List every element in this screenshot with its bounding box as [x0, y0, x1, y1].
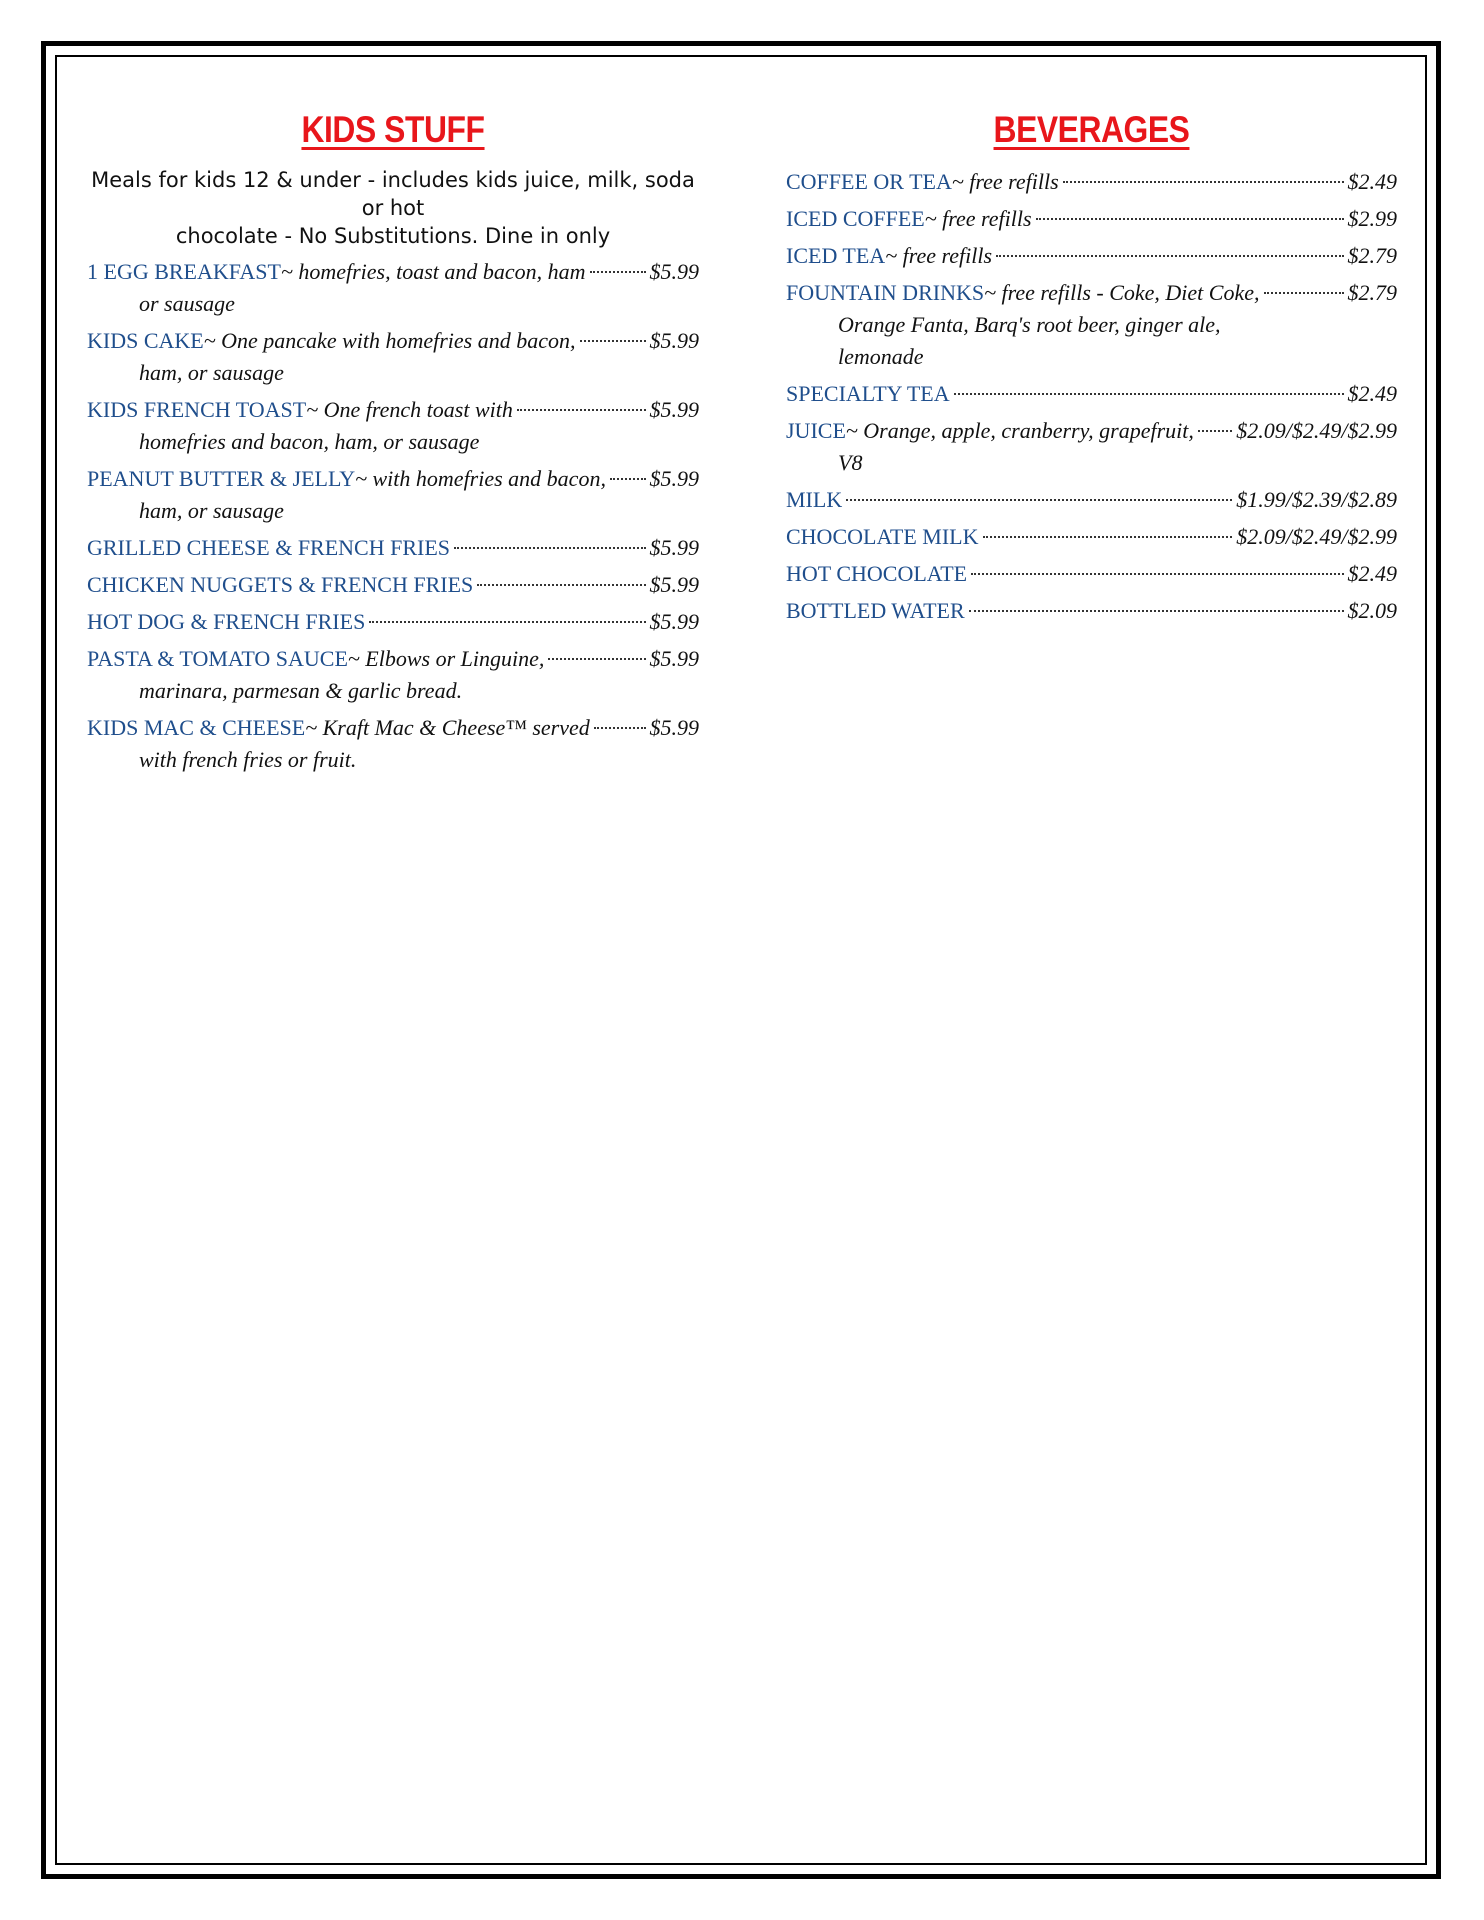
item-name: SPECIALTY TEA: [786, 381, 950, 406]
menu-item: [786, 415, 1397, 479]
item-name: HOT CHOCOLATE: [786, 561, 968, 586]
dot-leader: [1264, 292, 1344, 294]
menu-item: [786, 240, 1397, 272]
item-name: 1 EGG BREAKFAST: [87, 259, 281, 284]
item-price: $2.79: [1347, 280, 1397, 305]
item-price: $2.49: [1347, 381, 1397, 406]
item-price: $5.99: [649, 259, 699, 284]
item-name: ICED TEA: [786, 243, 886, 268]
item-name: CHICKEN NUGGETS & FRENCH FRIES: [87, 572, 474, 597]
kids-section: [87, 108, 699, 781]
kids-section-title: KIDS STUFF: [301, 109, 485, 150]
item-name: KIDS MAC & CHEESE: [87, 715, 306, 740]
item-price: $5.99: [649, 397, 699, 422]
item-name: PASTA & TOMATO SAUCE: [87, 646, 348, 671]
dot-leader: [594, 727, 646, 729]
item-description: ~ free refills: [924, 206, 1032, 231]
item-price: $5.99: [649, 715, 699, 740]
item-description: ~ One pancake with homefries and bacon,: [203, 328, 576, 353]
item-description: ~ Orange, apple, cranberry, grapefruit,: [845, 418, 1194, 443]
dot-leader: [517, 409, 646, 411]
menu-item: [786, 203, 1397, 235]
item-price: $5.99: [649, 609, 699, 634]
dot-leader: [1063, 181, 1344, 183]
item-description: ~ Elbows or Linguine,: [347, 646, 545, 671]
item-name: BOTTLED WATER: [786, 598, 965, 623]
menu-item: [87, 643, 699, 707]
dot-leader: [971, 573, 1343, 575]
beverages-section: [786, 108, 1397, 632]
dot-leader: [454, 547, 645, 549]
dot-leader: [1198, 430, 1232, 432]
item-name: ICED COFFEE: [786, 206, 925, 231]
item-price: $5.99: [649, 535, 699, 560]
item-price: $5.99: [649, 466, 699, 491]
item-price: $2.09: [1347, 598, 1397, 623]
item-description-continued: with french fries or fruit.: [139, 747, 357, 772]
item-description-continued: homefries and bacon, ham, or sausage: [139, 429, 480, 454]
item-description: ~ with homefries and bacon,: [355, 466, 606, 491]
menu-item: [87, 606, 699, 638]
item-name: COFFEE OR TEA: [786, 169, 952, 194]
item-description: ~ One french toast with: [306, 397, 513, 422]
item-description-continued: lemonade: [838, 344, 924, 369]
menu-item: [87, 532, 699, 564]
item-description: ~ free refills - Coke, Diet Coke,: [984, 280, 1260, 305]
dot-leader: [969, 610, 1344, 612]
menu-item: [786, 484, 1397, 516]
menu-item: [786, 595, 1397, 627]
item-price: $2.79: [1347, 243, 1397, 268]
dot-leader: [846, 499, 1232, 501]
kids-section-note: [87, 166, 699, 250]
menu-item: [786, 277, 1397, 373]
kids-note-line1: Meals for kids 12 & under - includes kids juice, milk, soda or hot: [91, 168, 695, 220]
menu-item: [786, 166, 1397, 198]
menu-item: [786, 378, 1397, 410]
item-name: KIDS CAKE: [87, 328, 204, 353]
item-description: ~ Kraft Mac & Cheese™ served: [305, 715, 590, 740]
kids-note-line2: chocolate - No Substitutions. Dine in only: [175, 224, 611, 248]
menu-item: [87, 394, 699, 458]
item-description-continued: Orange Fanta, Barq's root beer, ginger ale,: [838, 312, 1221, 337]
item-name: KIDS FRENCH TOAST: [87, 397, 307, 422]
menu-item: [87, 712, 699, 776]
menu-item: [87, 569, 699, 601]
dot-leader: [548, 658, 645, 660]
dot-leader: [1036, 218, 1344, 220]
menu-item: [87, 463, 699, 527]
dot-leader: [983, 536, 1233, 538]
item-description-continued: or sausage: [139, 291, 235, 316]
item-price: $5.99: [649, 328, 699, 353]
item-price: $2.09/$2.49/$2.99: [1236, 418, 1397, 443]
item-price: $2.09/$2.49/$2.99: [1236, 524, 1397, 549]
item-price: $5.99: [649, 572, 699, 597]
dot-leader: [477, 584, 645, 586]
item-description: ~ free refills: [951, 169, 1059, 194]
item-description-continued: ham, or sausage: [139, 498, 284, 523]
item-price: $5.99: [649, 646, 699, 671]
item-price: $2.49: [1347, 169, 1397, 194]
item-description: ~ free refills: [885, 243, 993, 268]
item-description-continued: V8: [838, 450, 863, 475]
item-description-continued: marinara, parmesan & garlic bread.: [139, 678, 463, 703]
item-name: CHOCOLATE MILK: [786, 524, 979, 549]
item-description-continued: ham, or sausage: [139, 360, 284, 385]
dot-leader: [996, 255, 1343, 257]
dot-leader: [610, 478, 646, 480]
menu-item: [87, 256, 699, 320]
menu-item: [786, 521, 1397, 553]
menu-item: [87, 325, 699, 389]
item-price: $2.49: [1347, 561, 1397, 586]
item-name: PEANUT BUTTER & JELLY: [87, 466, 356, 491]
item-price: $2.99: [1347, 206, 1397, 231]
item-price: $1.99/$2.39/$2.89: [1236, 487, 1397, 512]
dot-leader: [954, 393, 1344, 395]
menu-item: [786, 558, 1397, 590]
item-name: FOUNTAIN DRINKS: [786, 280, 985, 305]
item-name: GRILLED CHEESE & FRENCH FRIES: [87, 535, 451, 560]
dot-leader: [590, 271, 646, 273]
beverages-section-title: BEVERAGES: [993, 109, 1190, 150]
dot-leader: [580, 340, 646, 342]
dot-leader: [369, 621, 645, 623]
item-description: ~ homefries, toast and bacon, ham: [280, 259, 586, 284]
item-name: JUICE: [786, 418, 846, 443]
item-name: HOT DOG & FRENCH FRIES: [87, 609, 366, 634]
item-name: MILK: [786, 487, 843, 512]
